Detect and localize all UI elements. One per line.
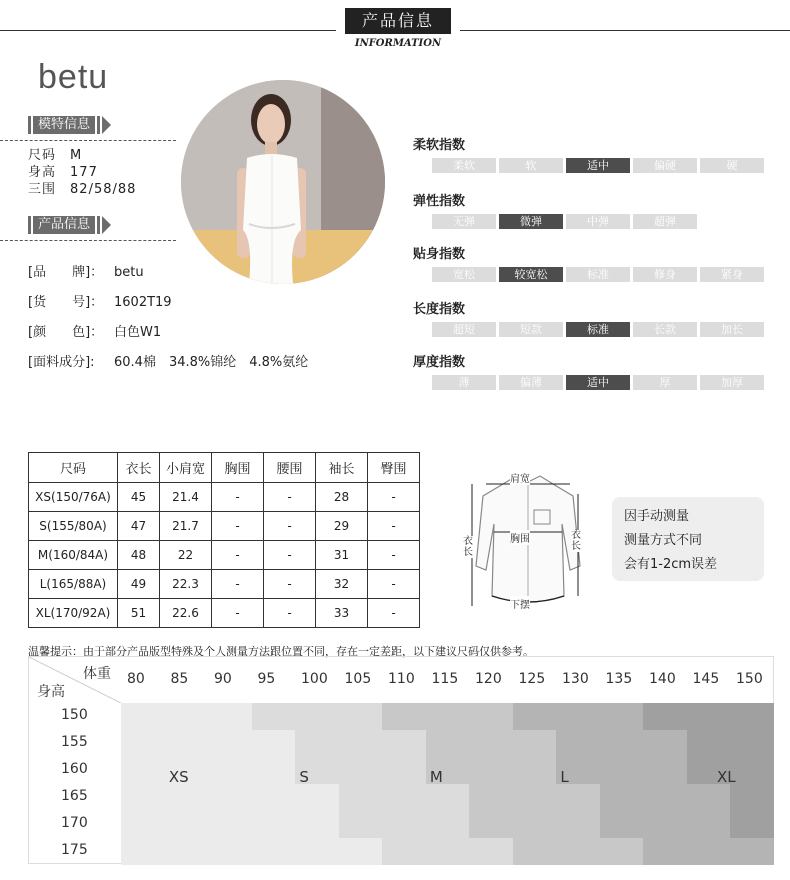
- note-line: 测量方式不同: [624, 533, 703, 548]
- index-option: 宽松: [432, 267, 496, 282]
- size-zone-cell: [339, 784, 470, 811]
- index-title: 长度指数: [413, 302, 466, 317]
- index-option: 短款: [499, 322, 563, 337]
- weight-label: 85: [170, 671, 189, 687]
- index-option: 软: [499, 158, 563, 173]
- table-cell: 49: [118, 570, 160, 599]
- table-row: [29, 541, 420, 570]
- index-option: 超短: [432, 322, 496, 337]
- weight-label: 95: [257, 671, 276, 687]
- size-tip: 温馨提示：由于部分产品版型特殊及个人测量方法跟位置不同，存在一定差距，以下建议尺码仅供参考。: [28, 645, 534, 658]
- index-option: 长款: [633, 322, 697, 337]
- index-option: 薄: [432, 375, 496, 390]
- table-cell: 22.3: [160, 570, 212, 599]
- size-zone-cell: [469, 811, 600, 838]
- tag-arrow-icon: [102, 216, 111, 234]
- table-cell: -: [264, 512, 316, 541]
- table-cell: -: [264, 483, 316, 512]
- table-cell: -: [212, 570, 264, 599]
- size-zone-cell: [426, 730, 557, 757]
- index-option: 中弹: [566, 214, 630, 229]
- size-zone-cell: [121, 757, 295, 784]
- size-zone-cell: [121, 811, 339, 838]
- table-row: [29, 483, 420, 512]
- size-zone-cell: [513, 838, 644, 865]
- product-row-sku: [货 号]： 1602T19: [28, 295, 172, 310]
- table-cell: 22: [160, 541, 212, 570]
- weight-axis-label: 体重: [83, 666, 111, 682]
- size-zone-cell: [121, 730, 295, 757]
- table-cell: -: [368, 541, 420, 570]
- length-label-left: 衣长: [463, 536, 473, 558]
- brand-logo: betu: [38, 58, 109, 96]
- height-label: 160: [61, 761, 88, 777]
- table-header-cell: 衣长: [118, 453, 160, 483]
- index-title: 厚度指数: [413, 355, 466, 370]
- model-photo: [181, 80, 385, 284]
- index-option: 适中: [566, 158, 630, 173]
- table-cell: 47: [118, 512, 160, 541]
- table-cell: -: [368, 483, 420, 512]
- index-option: 加厚: [700, 375, 764, 390]
- weight-label: 135: [605, 671, 633, 687]
- size-zone-cell: [513, 703, 644, 730]
- index-option: 微弹: [499, 214, 563, 229]
- table-header-row: [29, 453, 420, 483]
- note-line: 会有1-2cm误差: [624, 557, 718, 572]
- size-zone-label: S: [299, 767, 309, 786]
- section-subtitle: INFORMATION: [354, 38, 442, 49]
- size-zone-cell: [600, 811, 731, 838]
- size-zone-cell: [643, 703, 774, 730]
- table-cell: 48: [118, 541, 160, 570]
- table-row: [29, 599, 420, 628]
- table-row: [29, 512, 420, 541]
- product-row-color: [颜 色]： 白色W1: [28, 325, 162, 340]
- table-header-cell: 小肩宽: [160, 453, 212, 483]
- table-cell: -: [212, 483, 264, 512]
- note-line: 因手动测量: [624, 509, 690, 524]
- weight-label: 100: [301, 671, 328, 687]
- divider: [0, 140, 176, 141]
- size-zone-label: XL: [716, 767, 736, 786]
- size-table: [28, 452, 420, 628]
- weight-label: 150: [736, 671, 763, 687]
- table-cell: 32: [316, 570, 368, 599]
- height-label: 155: [61, 734, 88, 750]
- model-info-tag: [28, 116, 111, 134]
- weight-label: 110: [388, 671, 415, 687]
- size-zone-cell: [121, 703, 252, 730]
- size-zone-cell: [295, 757, 426, 784]
- size-zone-cell: [382, 703, 513, 730]
- chest-label: 胸围: [510, 530, 530, 545]
- shoulder-label: 肩宽: [510, 470, 530, 485]
- table-cell: 28: [316, 483, 368, 512]
- table-cell: XL(170/92A): [29, 599, 118, 628]
- size-zone-cell: [339, 811, 470, 838]
- table-cell: 33: [316, 599, 368, 628]
- table-cell: L(165/88A): [29, 570, 118, 599]
- table-cell: -: [212, 512, 264, 541]
- model-row-measure: 三围 82/58/88: [28, 182, 137, 197]
- measurement-diagram: [458, 466, 598, 618]
- model-row-size: 尺码 M: [28, 148, 83, 163]
- table-cell: -: [212, 541, 264, 570]
- hem-label: 下摆: [510, 596, 530, 611]
- index-option: 硬: [700, 158, 764, 173]
- weight-label: 125: [518, 671, 546, 687]
- table-cell: 45: [118, 483, 160, 512]
- table-header-cell: 胸围: [212, 453, 264, 483]
- size-zone-cell: [121, 838, 382, 865]
- product-info-tag-label: 产品信息: [33, 216, 95, 234]
- table-header-cell: 尺码: [29, 453, 118, 483]
- size-zone-cell: [382, 838, 513, 865]
- weight-label: 115: [431, 671, 459, 687]
- table-header-cell: 袖长: [316, 453, 368, 483]
- weight-label: 120: [475, 671, 502, 687]
- size-zone-cell: [469, 784, 600, 811]
- height-label: 175: [61, 842, 88, 858]
- size-zone-cell: [730, 811, 774, 838]
- index-option: 偏硬: [633, 158, 697, 173]
- size-zone-cell: [121, 784, 339, 811]
- model-row-height: 身高 177: [28, 165, 98, 180]
- size-zone-label: L: [560, 767, 569, 786]
- table-cell: 21.7: [160, 512, 212, 541]
- weight-label: 130: [562, 671, 589, 687]
- model-info-tag-label: 模特信息: [33, 116, 95, 134]
- index-option: 超弹: [633, 214, 697, 229]
- weight-label: 80: [127, 671, 145, 687]
- table-cell: 31: [316, 541, 368, 570]
- index-option: 柔软: [432, 158, 496, 173]
- size-zone-cell: [252, 703, 383, 730]
- weight-label: 90: [214, 671, 232, 687]
- index-option: 加长: [700, 322, 764, 337]
- table-cell: -: [264, 599, 316, 628]
- table-cell: -: [368, 512, 420, 541]
- header-rule-left: [0, 30, 336, 31]
- index-option: 较宽松: [499, 267, 563, 282]
- size-zone-cell: [730, 784, 774, 811]
- index-title: 贴身指数: [413, 247, 466, 262]
- height-label: 170: [61, 815, 88, 831]
- divider: [0, 240, 176, 241]
- product-info-tag: [28, 216, 111, 234]
- index-title: 柔软指数: [413, 138, 466, 153]
- table-cell: 51: [118, 599, 160, 628]
- table-header-cell: 腰围: [264, 453, 316, 483]
- size-zone-cell: [556, 730, 687, 757]
- size-zone-cell: [600, 784, 731, 811]
- index-option: 厚: [633, 375, 697, 390]
- size-zone-cell: [426, 757, 557, 784]
- index-option: 偏薄: [499, 375, 563, 390]
- product-row-brand: [品 牌]： betu: [28, 265, 144, 280]
- size-zone-cell: [295, 730, 426, 757]
- length-label-right: 衣长: [571, 530, 581, 552]
- measure-note: [612, 497, 764, 581]
- tag-arrow-icon: [102, 116, 111, 134]
- model-info-list: [28, 147, 136, 198]
- table-cell: S(155/80A): [29, 512, 118, 541]
- table-cell: 22.6: [160, 599, 212, 628]
- height-label: 165: [61, 788, 88, 804]
- index-option: 修身: [633, 267, 697, 282]
- section-title: 产品信息: [345, 8, 451, 34]
- size-zone-cell: [643, 838, 774, 865]
- product-row-fabric: [面料成分]: 60.4棉 34.8%锦纶 4.8%氨纶: [28, 355, 309, 370]
- index-option: 无弹: [432, 214, 496, 229]
- table-cell: -: [368, 570, 420, 599]
- table-cell: 21.4: [160, 483, 212, 512]
- table-cell: -: [368, 599, 420, 628]
- size-recommend-grid: [28, 656, 774, 864]
- size-zone-label: M: [429, 767, 443, 786]
- weight-label: 145: [692, 671, 720, 687]
- size-zone-cell: [687, 730, 774, 757]
- index-option: 标准: [566, 322, 630, 337]
- index-option: 紧身: [700, 267, 764, 282]
- height-label: 150: [61, 707, 88, 723]
- size-zone-cell: [556, 757, 687, 784]
- index-title: 弹性指数: [413, 194, 466, 209]
- table-header-cell: 臀围: [368, 453, 420, 483]
- table-cell: XS(150/76A): [29, 483, 118, 512]
- table-cell: 29: [316, 512, 368, 541]
- table-cell: -: [264, 541, 316, 570]
- table-cell: -: [264, 570, 316, 599]
- table-row: [29, 570, 420, 599]
- index-option: 标准: [566, 267, 630, 282]
- weight-label: 105: [344, 671, 372, 687]
- index-option: 适中: [566, 375, 630, 390]
- weight-label: 140: [649, 671, 676, 687]
- height-axis-label: 身高: [37, 684, 65, 700]
- size-zone-label: XS: [168, 767, 189, 786]
- header-rule-right: [460, 30, 790, 31]
- table-cell: M(160/84A): [29, 541, 118, 570]
- table-cell: -: [212, 599, 264, 628]
